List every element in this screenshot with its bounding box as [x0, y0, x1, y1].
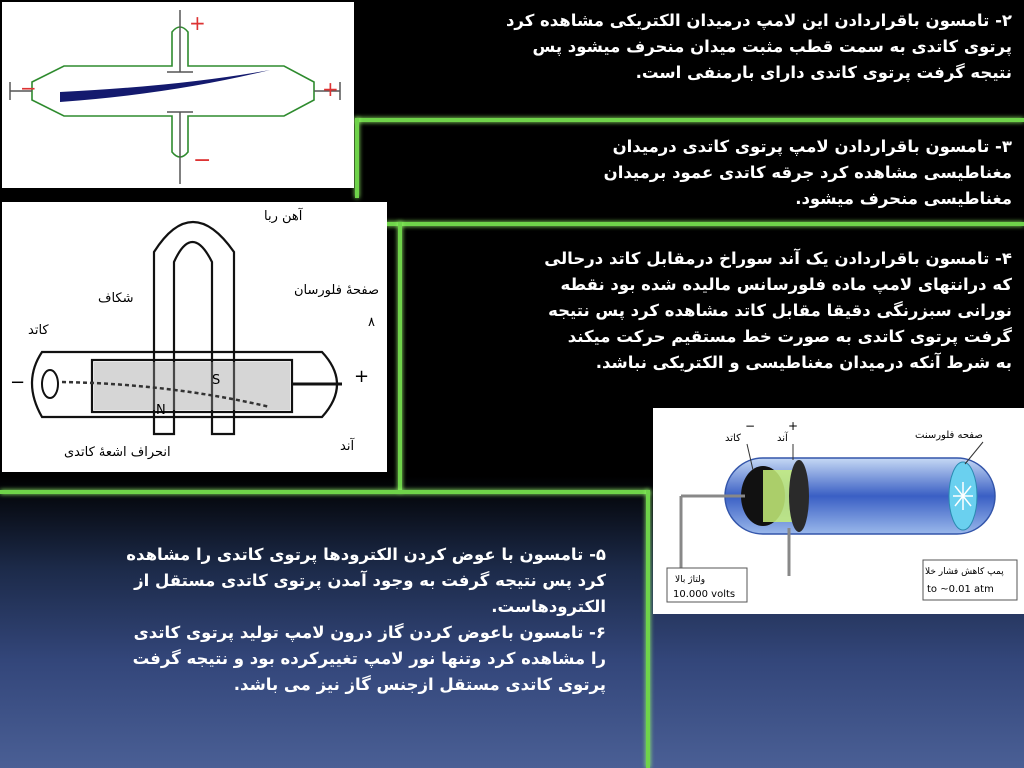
cathode-label: کاتد	[28, 323, 49, 338]
plus-label: +	[354, 366, 370, 387]
paragraph-line: ۴- تامسون باقراردادن یک آند سوراخ درمقابل کاتد درحالی	[544, 249, 1012, 268]
screen-label: صفحهٔ فلورسان	[294, 283, 380, 298]
paragraph-line: نتیجه گرفت پرتوی کاتدی دارای بارمنفی است.	[635, 63, 1012, 82]
cathode-label: کاتد	[725, 433, 741, 444]
paragraph-line: ۶- تامسون باعوض کردن گاز درون لامپ تولید پرتوی کاتدی	[133, 623, 606, 642]
divider-line	[398, 222, 402, 492]
electric-field-figure	[2, 2, 354, 188]
paragraph-4	[544, 246, 1012, 376]
anode-disk	[789, 460, 809, 532]
deflected-beam	[60, 70, 270, 102]
pump-value: to ~0.01 atm	[927, 584, 994, 595]
north-pole-label: N	[156, 403, 166, 418]
paragraph-line: گرفت پرتوی کاتدی به صورت خط مستقیم حرکت میکند	[567, 327, 1012, 346]
paragraph-line: را مشاهده کرد وتنها نور لامپ تغییرکرده بود و نتیجه گرفت	[132, 649, 606, 668]
divider-line	[355, 118, 359, 198]
south-pole-label: S	[212, 373, 221, 388]
paragraph-6	[133, 620, 606, 698]
minus-label: −	[10, 372, 26, 393]
paragraph-line: به شرط آنکه درمیدان مغناطیسی و الکتریکی نباشد.	[595, 353, 1012, 372]
paragraph-line: که درانتهای لامپ ماده فلورسانس مالیده شده بود نقطه	[560, 275, 1012, 294]
voltage-title: ولتاژ بالا	[675, 575, 706, 585]
paragraph-2	[506, 8, 1012, 86]
pump-title: پمپ کاهش فشار خلا	[925, 567, 1004, 577]
magnetic-field-figure	[2, 202, 387, 472]
paragraph-line: مغناطیسی مشاهده کرد جرقه کاتدی عمود برمیدان	[603, 163, 1012, 182]
magnet-label: آهن ربا	[264, 209, 303, 224]
paragraph-line: پرتوی کاتدی مستقل ازجنس گاز نیز می باشد.	[233, 675, 606, 694]
paragraph-line: کرد پس نتیجه گرفت به وجود آمدن پرتوی کاتدی مستقل از	[134, 571, 606, 590]
divider-line	[646, 490, 650, 768]
slit-label: شکاف	[98, 291, 134, 306]
paragraph-line: پرتوی کاتدی به سمت قطب مثبت میدان منحرف میشود پس	[532, 37, 1012, 56]
deflection-label: انحراف اشعهٔ کاتدی	[64, 445, 171, 460]
paragraph-3	[604, 134, 1012, 212]
divider-line	[0, 490, 650, 494]
screen-label: صفحه فلورسنت	[915, 430, 983, 441]
anode-label: آند	[777, 433, 788, 444]
plus-top-label: +	[189, 11, 206, 35]
paragraph-5	[126, 542, 606, 620]
voltage-value: 10.000 volts	[673, 589, 736, 600]
paragraph-line: ۵- تامسون با عوض کردن الکترودها پرتوی کاتدی را مشاهده	[126, 545, 606, 564]
anode-label: آند	[340, 439, 355, 454]
minus-bottom-label: −	[193, 148, 212, 173]
paragraph-line: مغناطیسی منحرف میشود.	[795, 189, 1012, 208]
minus-left-label: −	[20, 76, 37, 100]
plus-right-label: +	[322, 77, 339, 101]
divider-line	[385, 222, 1024, 226]
divider-line	[355, 118, 1024, 122]
paragraph-line: ۳- تامسون باقراردادن لامپ پرتوی کاتدی درمیدان	[612, 137, 1012, 156]
paragraph-line: ۲- تامسون باقراردادن این لامپ درمیدان الکتریکی مشاهده کرد	[505, 11, 1012, 30]
paragraph-line: نورانی سبزرنگی دقیقا مقابل کاتد مشاهده کرد پس نتیجه	[548, 301, 1012, 320]
anode-tube-figure	[653, 408, 1024, 614]
plus-label: +	[788, 419, 799, 433]
paragraph-line: الکترودهاست.	[491, 597, 606, 616]
minus-label: −	[745, 419, 756, 433]
figure-number: ۸	[368, 315, 375, 330]
